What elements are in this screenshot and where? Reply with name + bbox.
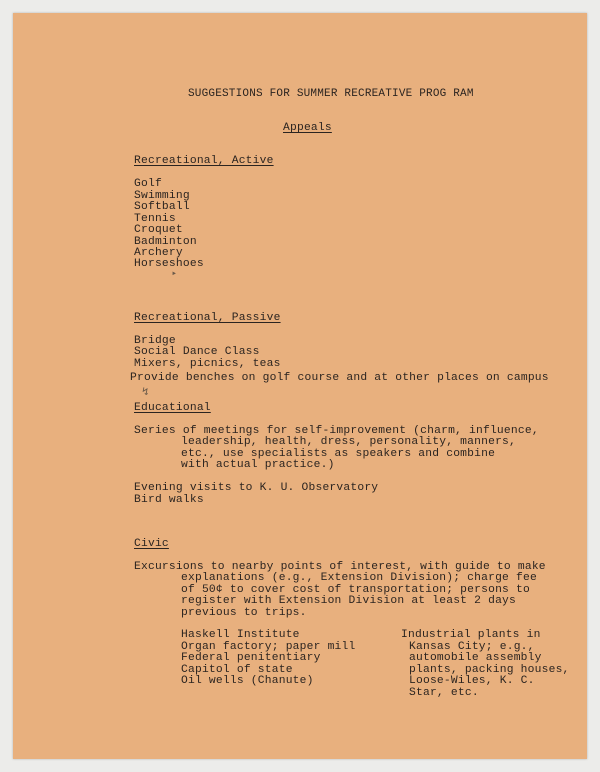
list-item: Oil wells (Chanute) xyxy=(181,675,314,687)
list-item: Industrial plants in xyxy=(401,629,541,641)
list-item: Croquet xyxy=(134,224,183,236)
list-item: Social Dance Class xyxy=(134,346,260,358)
list-item: Badminton xyxy=(134,236,197,248)
paragraph-line: previous to trips. xyxy=(181,607,307,619)
list-item: Star, etc. xyxy=(409,687,479,699)
list-item: Mixers, picnics, teas xyxy=(134,358,281,370)
list-item: automobile assembly xyxy=(409,652,542,664)
stray-ink-mark: ‣ xyxy=(171,270,178,281)
list-item: Evening visits to K. U. Observatory xyxy=(134,482,379,494)
list-item: Haskell Institute xyxy=(181,629,300,641)
paragraph-line: Series of meetings for self-improvement (charm, influence, xyxy=(134,425,539,437)
list-item: Golf xyxy=(134,178,162,190)
section-heading-active: Recreational, Active xyxy=(134,155,274,167)
list-item: Swimming xyxy=(134,190,190,202)
list-item: Horseshoes xyxy=(134,258,204,270)
paragraph-line: explanations (e.g., Extension Division); charge fee xyxy=(181,572,537,584)
passive-note: Provide benches on golf course and at other places on campus xyxy=(130,372,549,384)
list-item: Federal penitentiary xyxy=(181,652,321,664)
list-item: Bridge xyxy=(134,335,176,347)
list-item: Archery xyxy=(134,247,183,259)
paragraph-line: leadership, health, dress, personality, manners, xyxy=(181,436,517,448)
list-item: plants, packing houses, xyxy=(409,664,570,676)
list-item: Tennis xyxy=(134,213,176,225)
list-item: Capitol of state xyxy=(181,664,293,676)
section-heading-civic: Civic xyxy=(134,538,169,550)
handwritten-mark: ↯ xyxy=(142,387,149,399)
list-item: Bird walks xyxy=(134,494,204,506)
list-item: Loose-Wiles, K. C. xyxy=(409,675,535,687)
document-title: SUGGESTIONS FOR SUMMER RECREATIVE PROG RAM xyxy=(188,88,474,100)
list-item: Kansas City; e.g., xyxy=(409,641,535,653)
section-heading-passive: Recreational, Passive xyxy=(134,312,281,324)
list-item: Organ factory; paper mill xyxy=(181,641,356,653)
paragraph-line: etc., use specialists as speakers and combine xyxy=(181,448,496,460)
section-heading-educational: Educational xyxy=(134,402,211,414)
document-subtitle: Appeals xyxy=(283,122,332,134)
paragraph-line: Excursions to nearby points of interest, with guide to make xyxy=(134,561,546,573)
document-page xyxy=(13,13,587,759)
paragraph-line: of 50¢ to cover cost of transportation; persons to xyxy=(181,584,530,596)
paragraph-line: with actual practice.) xyxy=(181,459,335,471)
paragraph-line: register with Extension Division at least 2 days xyxy=(181,595,517,607)
list-item: Softball xyxy=(134,201,190,213)
